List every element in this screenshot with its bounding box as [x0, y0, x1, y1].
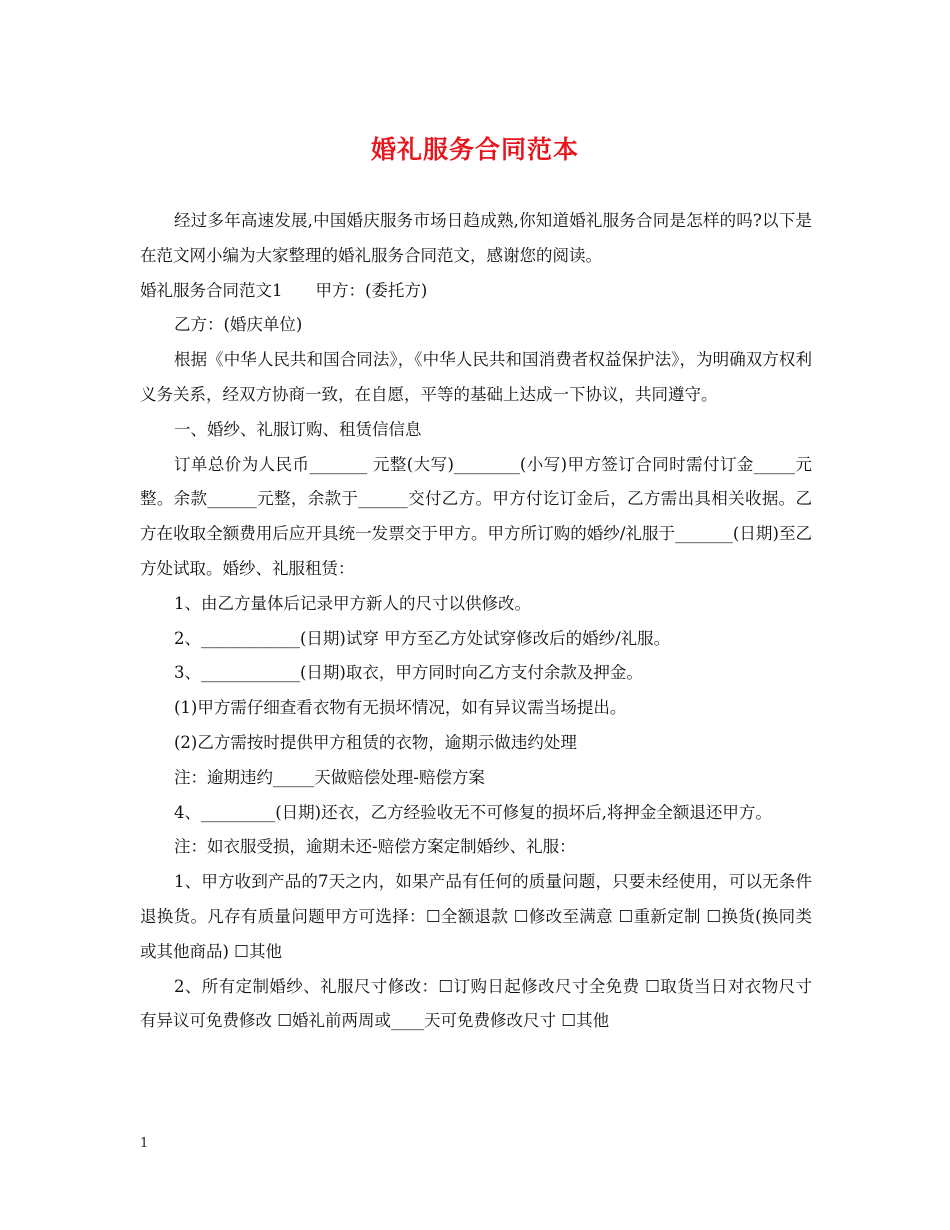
sub-clause-item: (2)乙方需按时提供甲方租赁的衣物，逾期示做违约处理 [174, 732, 577, 752]
party-b-line: 乙方：(婚庆单位) [174, 315, 303, 335]
legal-basis-paragraph: 根据《中华人民共和国合同法》，《中华人民共和国消费者权益保护法》，为明确双方权利义务关系，经双方协商一致，在自愿，平等的基础上达成一下协议，共同遵守。 [140, 350, 812, 404]
clause-item: 1、甲方收到产品的7天之内，如果产品有任何的质量问题，只要未经使用，可以无条件退换货。凡存有质量问题甲方可选择：☐全额退款 ☐修改至满意 ☐重新定制 ☐换货(换同类或其他商品) ☐其他 [140, 872, 812, 961]
document-body [140, 204, 812, 1039]
clause-item: 1、由乙方量体后记录甲方新人的尺寸以供修改。 [174, 593, 531, 613]
sub-clause-item: (1)甲方需仔细查看衣物有无损坏情况，如有异议需当场提出。 [174, 698, 627, 718]
clause-item: 4、_________(日期)还衣，乙方经验收无不可修复的损坏后,将押金全额退还甲方。 [174, 802, 772, 822]
clause-item: 2、所有定制婚纱、礼服尺寸修改：☐订购日起修改尺寸全免费 ☐取货当日对衣物尺寸有异议可免费修改 ☐婚礼前两周或____天可免费修改尺寸 ☐其他 [140, 976, 812, 1031]
clause-item: 3、____________(日期)取衣，甲方同时向乙方支付余款及押金。 [174, 663, 643, 683]
section-heading: 一、婚纱、礼服订购、租赁信信息 [174, 419, 422, 439]
contract-heading-party-a: 婚礼服务合同范文1 甲方：(委托方) [140, 280, 428, 300]
intro-paragraph: 经过多年高速发展,中国婚庆服务市场日趋成熟,你知道婚礼服务合同是怎样的吗?以下是在范文网小编为大家整理的婚礼服务合同范文，感谢您的阅读。 [140, 211, 812, 265]
order-price-paragraph: 订单总价为人民币_______ 元整(大写)________(小写)甲方签订合同时需付订金_____元整。余款______元整，余款于______交付乙方。甲方付讫订金后，乙方需出具相关收据。乙方在收取全额费用后应开具统一发票交于甲方。甲方所订购的婚纱/礼服于_______(日期)至乙方处试取。婚纱、礼服租赁： [140, 454, 812, 578]
page-number: 1 [140, 1136, 149, 1151]
note-line: 注：逾期违约_____天做赔偿处理-赔偿方案 [174, 767, 485, 787]
note-line: 注：如衣服受损，逾期未还-赔偿方案定制婚纱、礼服： [174, 837, 576, 857]
document-title: 婚礼服务合同范本 [370, 135, 579, 164]
clause-item: 2、____________(日期)试穿 甲方至乙方处试穿修改后的婚纱/礼服。 [174, 628, 671, 648]
